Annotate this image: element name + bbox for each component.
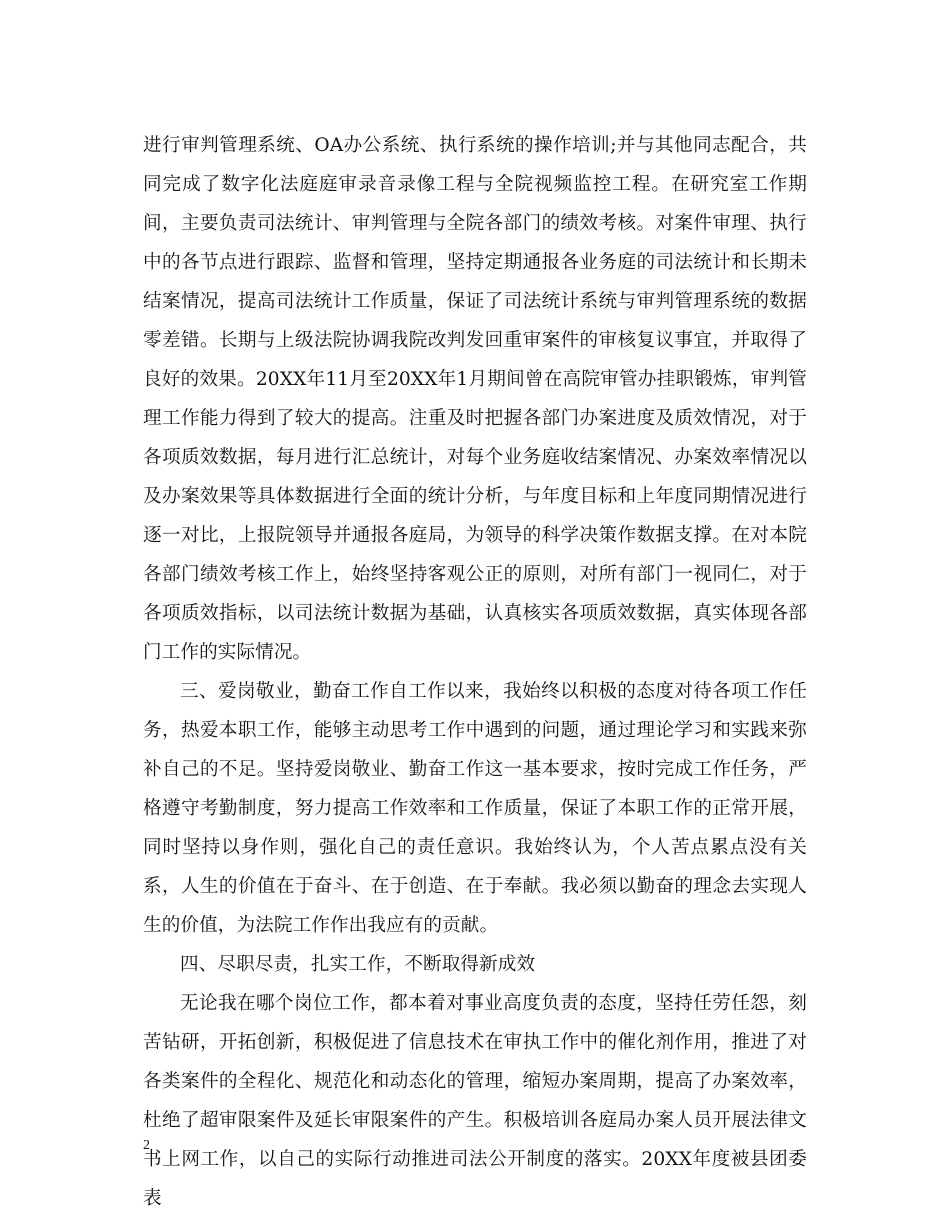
paragraph-3-heading: 四、尽职尽责，扎实工作，不断取得新成效 — [180, 954, 536, 975]
body-text — [143, 126, 807, 1218]
paragraph-4: 无论我在哪个岗位工作，都本着对事业高度负责的态度，坚持任劳任怨，刻苦钻研，开拓创新，积极促进了信息技术在审执工作中的催化剂作用，推进了对各类案件的全程化、规范化和动态化的管理，缩短办案周期，提高了办案效率，杜绝了超审限案件及延长审限案件的产生。积极培训各庭局办案人员开展法律文书上网工作，以自己的实际行动推进司法公开制度的落实。20XX年度被县团委表 — [143, 993, 807, 1209]
paragraph-1: 进行审判管理系统、OA办公系统、执行系统的操作培训;并与其他同志配合，共同完成了数字化法庭庭审录音录像工程与全院视频监控工程。在研究室工作期间，主要负责司法统计、审判管理与全院各部门的绩效考核。对案件审理、执行中的各节点进行跟踪、监督和管理，坚持定期通报各业务庭的司法统计和长期未结案情况，提高司法统计工作质量，保证了司法统计系统与审判管理系统的数据零差错。长期与上级法院协调我院改判发回重审案件的审核复议事宜，并取得了良好的效果。20XX年11月至20XX年1月期间曾在高院审管办挂职锻炼，审判管理工作能力得到了较大的提高。注重及时把握各部门办案进度及质效情况，对于各项质效数据，每月进行汇总统计，对每个业务庭收结案情况、办案效率情况以及办案效果等具体数据进行全面的统计分析，与年度目标和上年度同期情况进行逐一对比，上报院领导并通报各庭局，为领导的科学决策作数据支撑。在对本院各部门绩效考核工作上，始终坚持客观公正的原则，对所有部门一视同仁，对于各项质效指标，以司法统计数据为基础，认真核实各项质效数据，真实体现各部门工作的实际情况。 — [143, 135, 807, 663]
paragraph-2: 三、爱岗敬业，勤奋工作自工作以来，我始终以积极的态度对待各项工作任务，热爱本职工作，能够主动思考工作中遇到的问题，通过理论学习和实践来弥补自己的不足。坚持爱岗敬业、勤奋工作这一基本要求，按时完成工作任务，严格遵守考勤制度，努力提高工作效率和工作质量，保证了本职工作的正常开展，同时坚持以身作则，强化自己的责任意识。我始终认为，个人苦点累点没有关系，人生的价值在于奋斗、在于创造、在于奉献。我必须以勤奋的理念去实现人生的价值，为法院工作作出我应有的贡献。 — [143, 681, 807, 936]
page-number: 2 — [143, 1138, 150, 1153]
